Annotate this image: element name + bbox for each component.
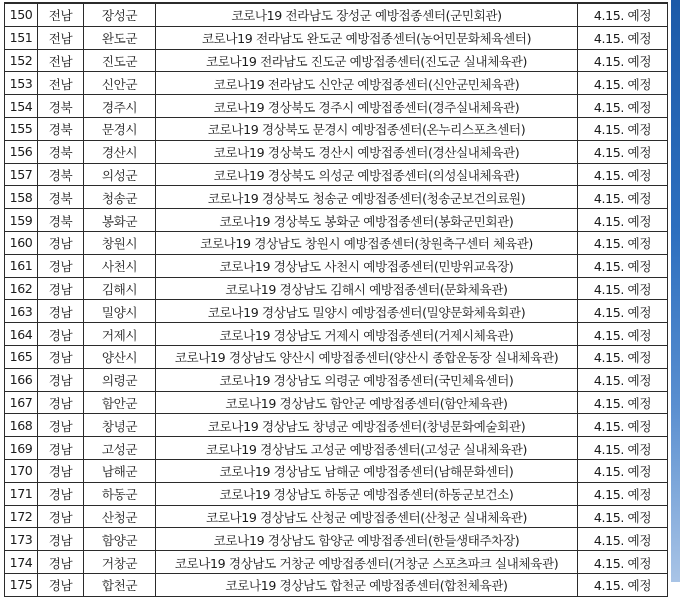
table-row bbox=[5, 368, 668, 391]
city-cell: 청송군 bbox=[84, 186, 156, 209]
center-name-cell: 코로나19 경상남도 합천군 예방접종센터(합천체육관) bbox=[156, 573, 578, 596]
region-cell: 경남 bbox=[38, 300, 84, 323]
open-date-cell: 4.15. 예정 bbox=[578, 209, 668, 232]
city-cell: 의성군 bbox=[84, 163, 156, 186]
region-cell: 경남 bbox=[38, 528, 84, 551]
row-number-cell: 165 bbox=[5, 345, 38, 368]
region-cell: 경북 bbox=[38, 209, 84, 232]
city-cell: 문경시 bbox=[84, 117, 156, 140]
region-cell: 경남 bbox=[38, 414, 84, 437]
city-cell: 거창군 bbox=[84, 551, 156, 574]
region-cell: 전남 bbox=[38, 49, 84, 72]
region-cell: 경남 bbox=[38, 437, 84, 460]
region-cell: 경남 bbox=[38, 482, 84, 505]
open-date-cell: 4.15. 예정 bbox=[578, 72, 668, 95]
center-name-cell: 코로나19 경상남도 거창군 예방접종센터(거창군 스포츠파크 실내체육관) bbox=[156, 551, 578, 574]
table-row bbox=[5, 254, 668, 277]
table-row bbox=[5, 231, 668, 254]
row-number-cell: 163 bbox=[5, 300, 38, 323]
city-cell: 신안군 bbox=[84, 72, 156, 95]
row-number-cell: 159 bbox=[5, 209, 38, 232]
table-row bbox=[5, 209, 668, 232]
open-date-cell: 4.15. 예정 bbox=[578, 551, 668, 574]
table-row bbox=[5, 345, 668, 368]
open-date-cell: 4.15. 예정 bbox=[578, 3, 668, 26]
region-cell: 경북 bbox=[38, 186, 84, 209]
city-cell: 창원시 bbox=[84, 231, 156, 254]
row-number-cell: 156 bbox=[5, 140, 38, 163]
table-row bbox=[5, 528, 668, 551]
center-name-cell: 코로나19 경상남도 산청군 예방접종센터(산청군 실내체육관) bbox=[156, 505, 578, 528]
table-row bbox=[5, 95, 668, 118]
open-date-cell: 4.15. 예정 bbox=[578, 437, 668, 460]
region-cell: 경북 bbox=[38, 95, 84, 118]
table-row bbox=[5, 573, 668, 596]
row-number-cell: 160 bbox=[5, 231, 38, 254]
center-name-cell: 코로나19 경상남도 고성군 예방접종센터(고성군 실내체육관) bbox=[156, 437, 578, 460]
accent-side-bar bbox=[671, 0, 680, 582]
row-number-cell: 162 bbox=[5, 277, 38, 300]
region-cell: 경남 bbox=[38, 551, 84, 574]
city-cell: 산청군 bbox=[84, 505, 156, 528]
row-number-cell: 169 bbox=[5, 437, 38, 460]
table-row bbox=[5, 26, 668, 49]
row-number-cell: 153 bbox=[5, 72, 38, 95]
table-row bbox=[5, 186, 668, 209]
center-name-cell: 코로나19 전라남도 장성군 예방접종센터(군민회관) bbox=[156, 3, 578, 26]
city-cell: 하동군 bbox=[84, 482, 156, 505]
open-date-cell: 4.15. 예정 bbox=[578, 231, 668, 254]
region-cell: 전남 bbox=[38, 26, 84, 49]
city-cell: 경산시 bbox=[84, 140, 156, 163]
region-cell: 경남 bbox=[38, 391, 84, 414]
city-cell: 경주시 bbox=[84, 95, 156, 118]
center-name-cell: 코로나19 경상북도 문경시 예방접종센터(온누리스포츠센터) bbox=[156, 117, 578, 140]
open-date-cell: 4.15. 예정 bbox=[578, 140, 668, 163]
city-cell: 의령군 bbox=[84, 368, 156, 391]
city-cell: 사천시 bbox=[84, 254, 156, 277]
city-cell: 완도군 bbox=[84, 26, 156, 49]
table-row bbox=[5, 459, 668, 482]
table-row bbox=[5, 3, 668, 26]
open-date-cell: 4.15. 예정 bbox=[578, 573, 668, 596]
region-cell: 경남 bbox=[38, 368, 84, 391]
region-cell: 경남 bbox=[38, 573, 84, 596]
city-cell: 김해시 bbox=[84, 277, 156, 300]
region-cell: 경북 bbox=[38, 117, 84, 140]
open-date-cell: 4.15. 예정 bbox=[578, 368, 668, 391]
open-date-cell: 4.15. 예정 bbox=[578, 49, 668, 72]
open-date-cell: 4.15. 예정 bbox=[578, 163, 668, 186]
table-row bbox=[5, 414, 668, 437]
region-cell: 경남 bbox=[38, 277, 84, 300]
row-number-cell: 155 bbox=[5, 117, 38, 140]
table-row bbox=[5, 140, 668, 163]
center-name-cell: 코로나19 경상남도 의령군 예방접종센터(국민체육센터) bbox=[156, 368, 578, 391]
table-row bbox=[5, 551, 668, 574]
center-name-cell: 코로나19 경상남도 창원시 예방접종센터(창원축구센터 체육관) bbox=[156, 231, 578, 254]
open-date-cell: 4.15. 예정 bbox=[578, 277, 668, 300]
open-date-cell: 4.15. 예정 bbox=[578, 505, 668, 528]
row-number-cell: 150 bbox=[5, 3, 38, 26]
city-cell: 양산시 bbox=[84, 345, 156, 368]
center-name-cell: 코로나19 경상남도 창녕군 예방접종센터(창녕문화예술회관) bbox=[156, 414, 578, 437]
city-cell: 봉화군 bbox=[84, 209, 156, 232]
table-row bbox=[5, 277, 668, 300]
region-cell: 전남 bbox=[38, 72, 84, 95]
center-name-cell: 코로나19 경상남도 남해군 예방접종센터(남해문화센터) bbox=[156, 459, 578, 482]
center-name-cell: 코로나19 경상남도 함안군 예방접종센터(함안체육관) bbox=[156, 391, 578, 414]
center-name-cell: 코로나19 경상북도 경산시 예방접종센터(경산실내체육관) bbox=[156, 140, 578, 163]
row-number-cell: 157 bbox=[5, 163, 38, 186]
row-number-cell: 174 bbox=[5, 551, 38, 574]
row-number-cell: 168 bbox=[5, 414, 38, 437]
city-cell: 밀양시 bbox=[84, 300, 156, 323]
center-name-cell: 코로나19 경상남도 밀양시 예방접종센터(밀양문화체육회관) bbox=[156, 300, 578, 323]
open-date-cell: 4.15. 예정 bbox=[578, 300, 668, 323]
region-cell: 경북 bbox=[38, 140, 84, 163]
row-number-cell: 171 bbox=[5, 482, 38, 505]
region-cell: 경남 bbox=[38, 323, 84, 346]
center-name-cell: 코로나19 경상남도 김해시 예방접종센터(문화체육관) bbox=[156, 277, 578, 300]
row-number-cell: 167 bbox=[5, 391, 38, 414]
open-date-cell: 4.15. 예정 bbox=[578, 391, 668, 414]
open-date-cell: 4.15. 예정 bbox=[578, 26, 668, 49]
city-cell: 장성군 bbox=[84, 3, 156, 26]
center-name-cell: 코로나19 경상북도 경주시 예방접종센터(경주실내체육관) bbox=[156, 95, 578, 118]
row-number-cell: 166 bbox=[5, 368, 38, 391]
open-date-cell: 4.15. 예정 bbox=[578, 528, 668, 551]
open-date-cell: 4.15. 예정 bbox=[578, 186, 668, 209]
region-cell: 경북 bbox=[38, 163, 84, 186]
row-number-cell: 161 bbox=[5, 254, 38, 277]
city-cell: 함안군 bbox=[84, 391, 156, 414]
table-row bbox=[5, 49, 668, 72]
city-cell: 남해군 bbox=[84, 459, 156, 482]
center-name-cell: 코로나19 경상남도 양산시 예방접종센터(양산시 종합운동장 실내체육관) bbox=[156, 345, 578, 368]
center-name-cell: 코로나19 경상북도 청송군 예방접종센터(청송군보건의료원) bbox=[156, 186, 578, 209]
center-name-cell: 코로나19 경상북도 의성군 예방접종센터(의성실내체육관) bbox=[156, 163, 578, 186]
table-row bbox=[5, 72, 668, 95]
table-row bbox=[5, 437, 668, 460]
row-number-cell: 152 bbox=[5, 49, 38, 72]
vaccination-center-table bbox=[4, 2, 668, 597]
row-number-cell: 172 bbox=[5, 505, 38, 528]
open-date-cell: 4.15. 예정 bbox=[578, 323, 668, 346]
region-cell: 경남 bbox=[38, 505, 84, 528]
region-cell: 경남 bbox=[38, 345, 84, 368]
row-number-cell: 170 bbox=[5, 459, 38, 482]
city-cell: 고성군 bbox=[84, 437, 156, 460]
table-row bbox=[5, 117, 668, 140]
open-date-cell: 4.15. 예정 bbox=[578, 254, 668, 277]
region-cell: 경남 bbox=[38, 254, 84, 277]
table-row bbox=[5, 391, 668, 414]
open-date-cell: 4.15. 예정 bbox=[578, 117, 668, 140]
table-body bbox=[5, 3, 668, 596]
open-date-cell: 4.15. 예정 bbox=[578, 95, 668, 118]
center-name-cell: 코로나19 전라남도 완도군 예방접종센터(농어민문화체육센터) bbox=[156, 26, 578, 49]
center-name-cell: 코로나19 전라남도 신안군 예방접종센터(신안군민체육관) bbox=[156, 72, 578, 95]
center-name-cell: 코로나19 경상북도 봉화군 예방접종센터(봉화군민회관) bbox=[156, 209, 578, 232]
center-name-cell: 코로나19 전라남도 진도군 예방접종센터(진도군 실내체육관) bbox=[156, 49, 578, 72]
center-name-cell: 코로나19 경상남도 거제시 예방접종센터(거제시체육관) bbox=[156, 323, 578, 346]
center-name-cell: 코로나19 경상남도 사천시 예방접종센터(민방위교육장) bbox=[156, 254, 578, 277]
center-name-cell: 코로나19 경상남도 함양군 예방접종센터(한들생태주차장) bbox=[156, 528, 578, 551]
table-row bbox=[5, 300, 668, 323]
table-row bbox=[5, 482, 668, 505]
open-date-cell: 4.15. 예정 bbox=[578, 459, 668, 482]
row-number-cell: 173 bbox=[5, 528, 38, 551]
table-row bbox=[5, 505, 668, 528]
city-cell: 창녕군 bbox=[84, 414, 156, 437]
row-number-cell: 154 bbox=[5, 95, 38, 118]
table-row bbox=[5, 323, 668, 346]
region-cell: 경남 bbox=[38, 459, 84, 482]
row-number-cell: 151 bbox=[5, 26, 38, 49]
city-cell: 진도군 bbox=[84, 49, 156, 72]
city-cell: 거제시 bbox=[84, 323, 156, 346]
row-number-cell: 175 bbox=[5, 573, 38, 596]
city-cell: 함양군 bbox=[84, 528, 156, 551]
region-cell: 전남 bbox=[38, 3, 84, 26]
city-cell: 합천군 bbox=[84, 573, 156, 596]
row-number-cell: 158 bbox=[5, 186, 38, 209]
open-date-cell: 4.15. 예정 bbox=[578, 414, 668, 437]
table-row bbox=[5, 163, 668, 186]
row-number-cell: 164 bbox=[5, 323, 38, 346]
open-date-cell: 4.15. 예정 bbox=[578, 482, 668, 505]
region-cell: 경남 bbox=[38, 231, 84, 254]
center-name-cell: 코로나19 경상남도 하동군 예방접종센터(하동군보건소) bbox=[156, 482, 578, 505]
open-date-cell: 4.15. 예정 bbox=[578, 345, 668, 368]
